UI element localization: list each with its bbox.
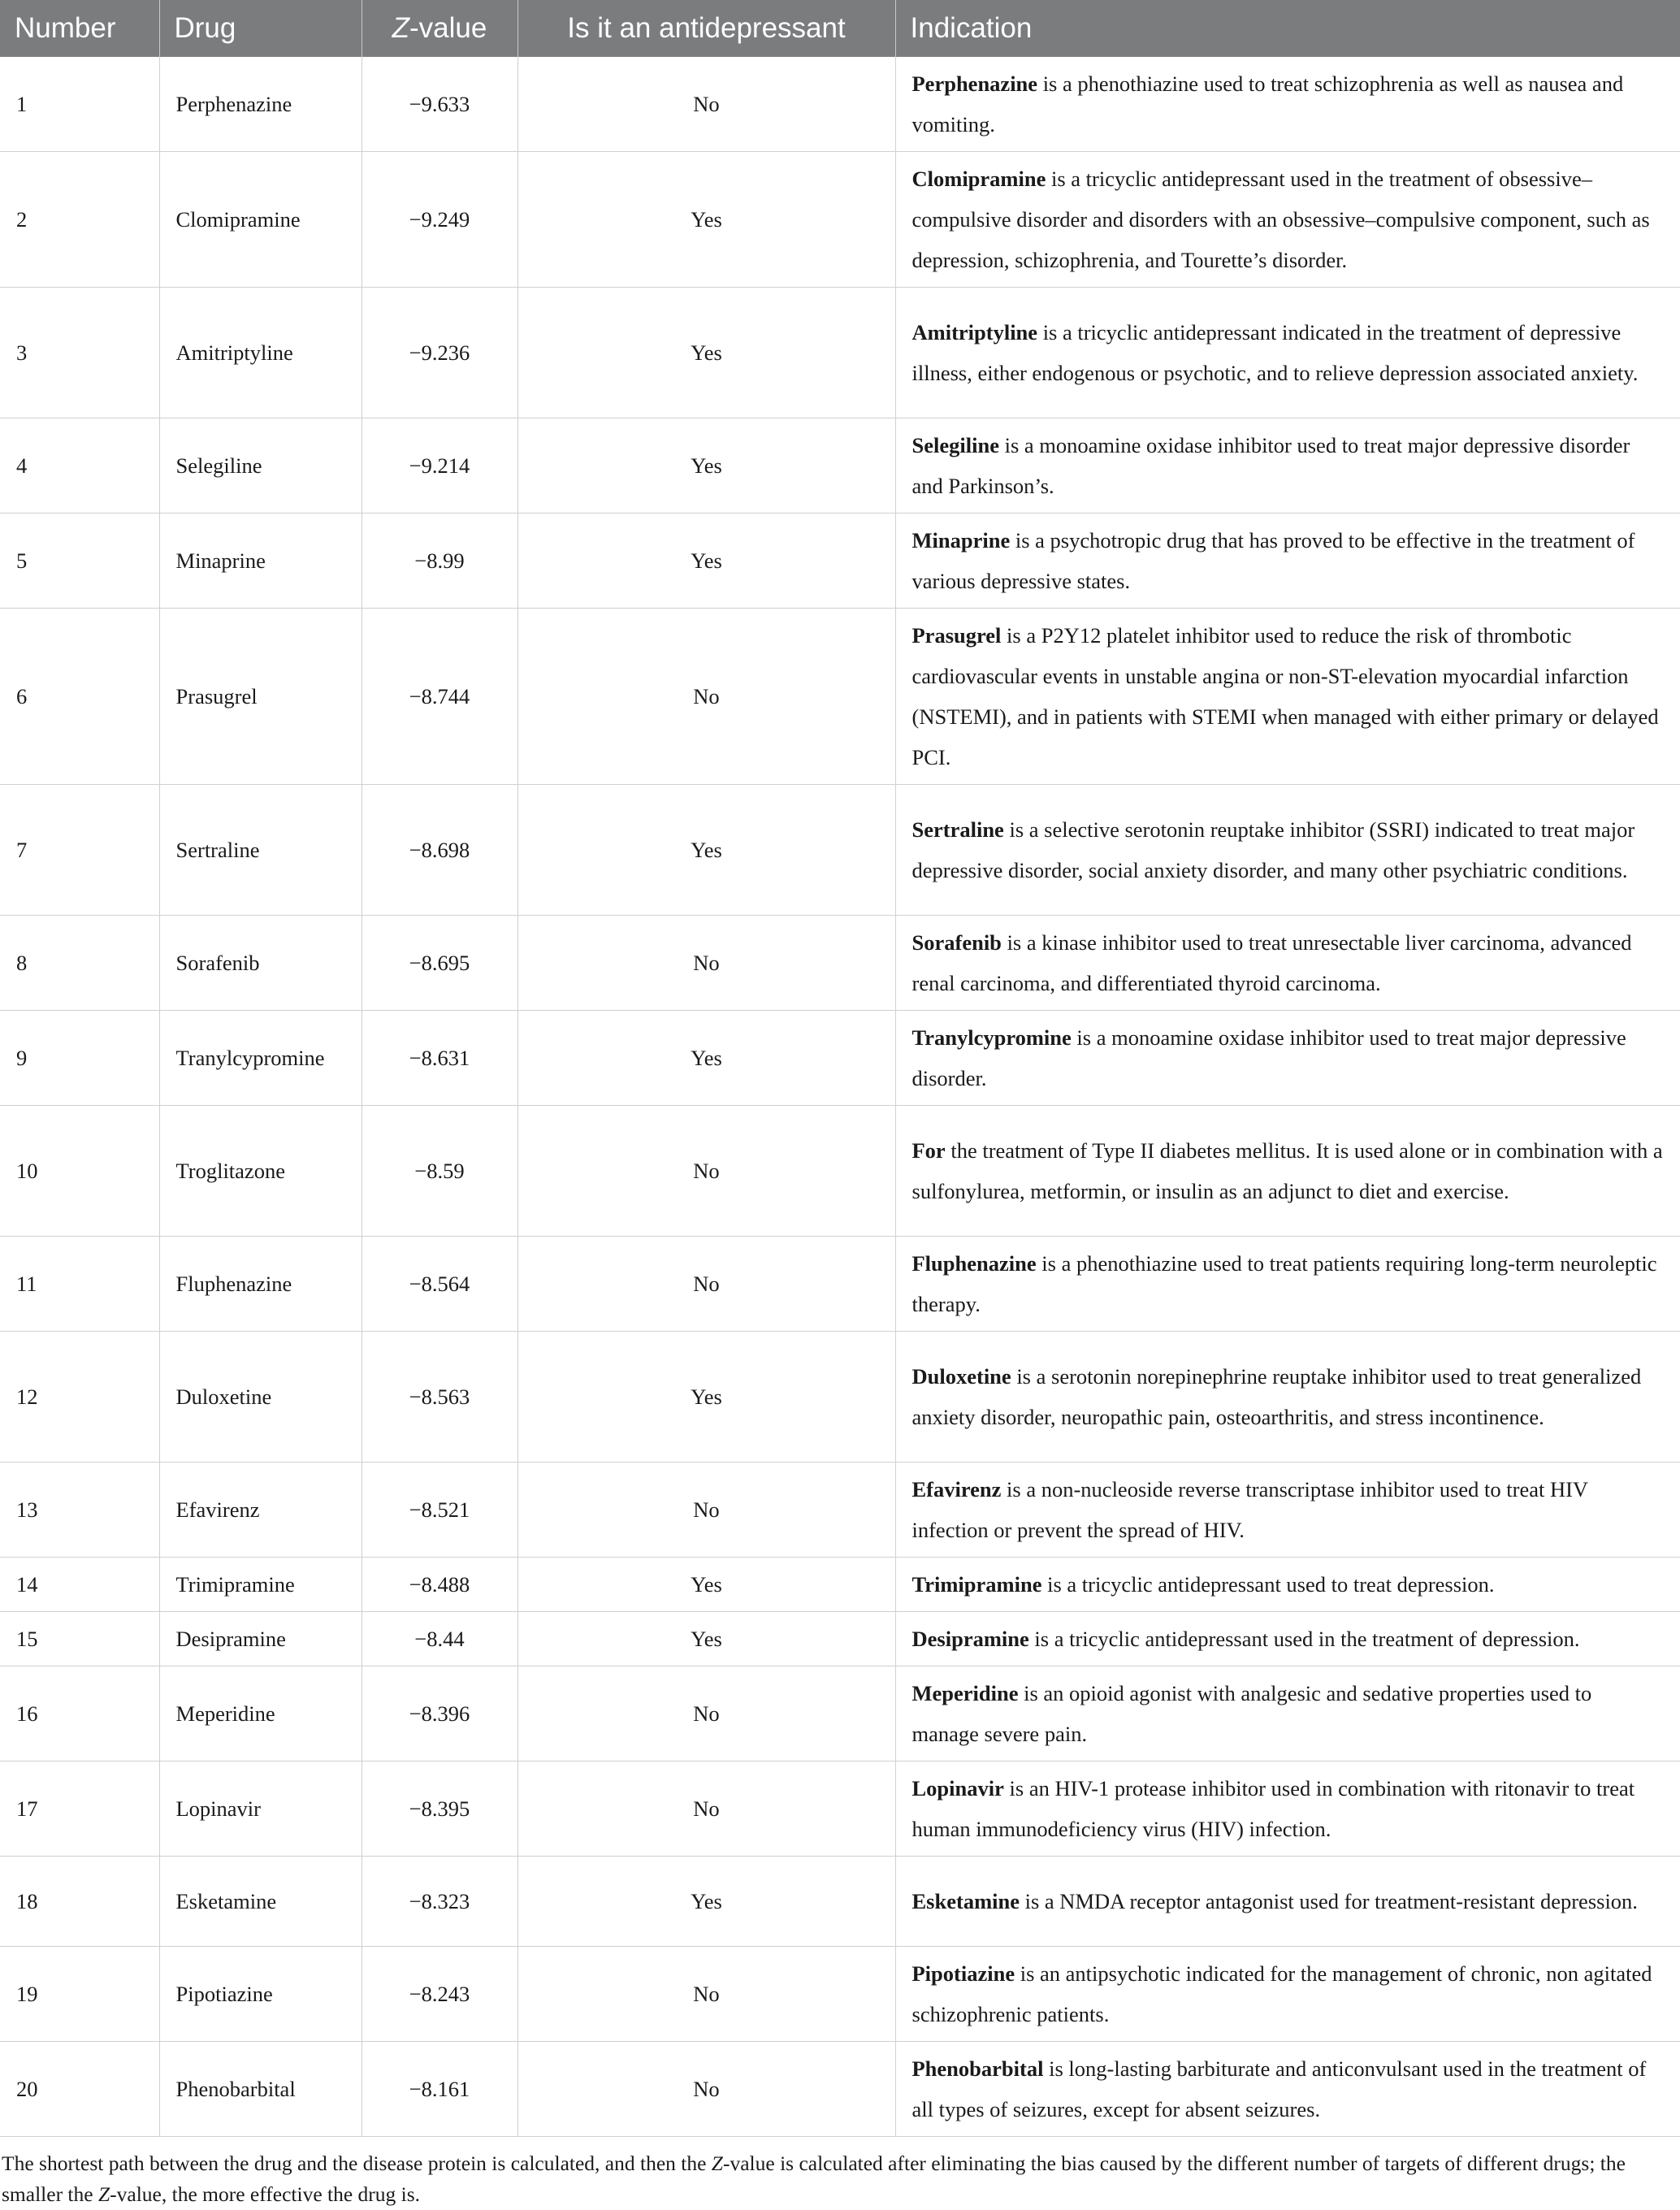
header-zvalue-rest: -value (409, 12, 487, 44)
cell-number: 13 (0, 1462, 159, 1558)
cell-zvalue: −8.744 (362, 609, 517, 785)
cell-zvalue: −8.395 (362, 1762, 517, 1857)
indication-drug-name: Minaprine (911, 528, 1011, 552)
table-row (0, 1106, 1680, 1237)
cell-drug: Amitriptyline (159, 288, 362, 418)
cell-indication (895, 1666, 1680, 1762)
cell-zvalue: −8.323 (362, 1857, 517, 1947)
cell-number: 8 (0, 916, 159, 1011)
header-number: Number (0, 0, 159, 57)
indication-text: is a tricyclic antidepressant indicated in the treatment of depressive illness, either endogenous or psychotic, and to relieve depression associated anxiety. (911, 320, 1639, 385)
cell-antidepressant: No (517, 1947, 895, 2042)
indication-text: the treatment of Type II diabetes mellitus. It is used alone or in combination with a sulfonylurea, metformin, or insulin as an adjunct to diet and exercise. (911, 1138, 1663, 1203)
cell-number: 7 (0, 785, 159, 916)
table-row (0, 1011, 1680, 1106)
cell-antidepressant: Yes (517, 785, 895, 916)
cell-indication (895, 418, 1680, 514)
cell-antidepressant: No (517, 609, 895, 785)
indication-text: is a tricyclic antidepressant used to treat depression. (1041, 1572, 1495, 1597)
indication-text: is a NMDA receptor antagonist used for treatment-resistant depression. (1020, 1889, 1638, 1913)
cell-drug: Sertraline (159, 785, 362, 916)
cell-indication (895, 1462, 1680, 1558)
indication-drug-name: Sertraline (911, 817, 1004, 842)
table-row (0, 1237, 1680, 1332)
indication-text: is a phenothiazine used to treat patients requiring long-term neuroleptic therapy. (911, 1251, 1657, 1316)
footnote-part3: -value, the more effective the drug is. (110, 2182, 421, 2206)
table-header-row (0, 0, 1680, 57)
cell-antidepressant: No (517, 1462, 895, 1558)
indication-drug-name: For (911, 1138, 946, 1163)
cell-antidepressant: Yes (517, 1558, 895, 1612)
cell-drug: Sorafenib (159, 916, 362, 1011)
cell-number: 14 (0, 1558, 159, 1612)
cell-number: 12 (0, 1332, 159, 1462)
cell-indication (895, 1612, 1680, 1666)
indication-text: is a phenothiazine used to treat schizophrenia as well as nausea and vomiting. (911, 72, 1624, 136)
cell-number: 18 (0, 1857, 159, 1947)
indication-drug-name: Lopinavir (911, 1776, 1004, 1800)
cell-indication (895, 514, 1680, 609)
indication-drug-name: Esketamine (911, 1889, 1020, 1913)
cell-antidepressant: Yes (517, 1612, 895, 1666)
cell-drug: Prasugrel (159, 609, 362, 785)
cell-zvalue: −8.564 (362, 1237, 517, 1332)
indication-text: is a serotonin norepinephrine reuptake inhibitor used to treat generalized anxiety disorder, neuropathic pain, osteoarthritis, and stress incontinence. (911, 1364, 1642, 1429)
footnote-part2: -value is calculated after eliminating the bias caused by the different number of targets of different drugs; the smaller the (2, 2152, 1626, 2206)
header-indication: Indication (895, 0, 1680, 57)
cell-drug: Duloxetine (159, 1332, 362, 1462)
cell-zvalue: −8.161 (362, 2042, 517, 2137)
indication-text: is a tricyclic antidepressant used in the treatment of obsessive–compulsive disorder and disorders with an obsessive–compulsive component, such as depression, schizophrenia, and Tourette’s disorder. (911, 167, 1650, 272)
cell-number: 6 (0, 609, 159, 785)
cell-indication (895, 609, 1680, 785)
cell-drug: Troglitazone (159, 1106, 362, 1237)
cell-zvalue: −8.521 (362, 1462, 517, 1558)
cell-antidepressant: No (517, 1666, 895, 1762)
cell-antidepressant: Yes (517, 1332, 895, 1462)
cell-indication (895, 2042, 1680, 2137)
indication-text: is a P2Y12 platelet inhibitor used to reduce the risk of thrombotic cardiovascular events in unstable angina or non-ST-elevation myocardial infarction (NSTEMI), and in patients with STEMI when managed with either primary or delayed PCI. (911, 623, 1659, 769)
cell-antidepressant: No (517, 1237, 895, 1332)
indication-text: is long-lasting barbiturate and anticonvulsant used in the treatment of all types of seizures, except for absent seizures. (911, 2056, 1647, 2121)
cell-zvalue: −9.633 (362, 57, 517, 152)
cell-zvalue: −8.396 (362, 1666, 517, 1762)
cell-number: 9 (0, 1011, 159, 1106)
indication-drug-name: Tranylcypromine (911, 1025, 1072, 1050)
cell-drug: Minaprine (159, 514, 362, 609)
cell-indication (895, 1947, 1680, 2042)
table-row (0, 514, 1680, 609)
indication-drug-name: Efavirenz (911, 1477, 1002, 1502)
cell-zvalue: −8.44 (362, 1612, 517, 1666)
cell-drug: Clomipramine (159, 152, 362, 288)
cell-zvalue: −8.99 (362, 514, 517, 609)
cell-number: 19 (0, 1947, 159, 2042)
indication-drug-name: Trimipramine (911, 1572, 1042, 1597)
cell-number: 1 (0, 57, 159, 152)
cell-indication (895, 152, 1680, 288)
cell-drug: Selegiline (159, 418, 362, 514)
cell-indication (895, 916, 1680, 1011)
indication-drug-name: Desipramine (911, 1627, 1029, 1651)
table-row (0, 1947, 1680, 2042)
indication-text: is an antipsychotic indicated for the management of chronic, non agitated schizophrenic patients. (911, 1961, 1652, 2026)
table-row (0, 785, 1680, 916)
cell-zvalue: −8.243 (362, 1947, 517, 2042)
cell-number: 3 (0, 288, 159, 418)
cell-number: 17 (0, 1762, 159, 1857)
cell-antidepressant: Yes (517, 152, 895, 288)
cell-drug: Perphenazine (159, 57, 362, 152)
cell-zvalue: −9.214 (362, 418, 517, 514)
cell-indication (895, 1762, 1680, 1857)
table-footnote (0, 2137, 1680, 2210)
table-row (0, 1332, 1680, 1462)
footnote-z1: Z (711, 2152, 723, 2175)
cell-zvalue: −8.488 (362, 1558, 517, 1612)
cell-indication (895, 1011, 1680, 1106)
cell-antidepressant: No (517, 2042, 895, 2137)
cell-drug: Efavirenz (159, 1462, 362, 1558)
header-antidepressant: Is it an antidepressant (517, 0, 895, 57)
cell-indication (895, 1237, 1680, 1332)
cell-number: 11 (0, 1237, 159, 1332)
cell-indication (895, 1558, 1680, 1612)
indication-drug-name: Duloxetine (911, 1364, 1011, 1389)
indication-text: is a non-nucleoside reverse transcriptase inhibitor used to treat HIV infection or prevent the spread of HIV. (911, 1477, 1588, 1542)
cell-indication (895, 288, 1680, 418)
cell-antidepressant: No (517, 916, 895, 1011)
table-row (0, 1558, 1680, 1612)
indication-text: is a kinase inhibitor used to treat unresectable liver carcinoma, advanced renal carcinoma, and differentiated thyroid carcinoma. (911, 930, 1632, 995)
header-zvalue (362, 0, 517, 57)
indication-drug-name: Meperidine (911, 1681, 1019, 1705)
cell-antidepressant: Yes (517, 1857, 895, 1947)
cell-number: 2 (0, 152, 159, 288)
cell-indication (895, 1106, 1680, 1237)
table-body (0, 57, 1680, 2137)
cell-indication (895, 1332, 1680, 1462)
table-row (0, 152, 1680, 288)
table-row (0, 609, 1680, 785)
cell-indication (895, 57, 1680, 152)
cell-number: 4 (0, 418, 159, 514)
indication-text: is a selective serotonin reuptake inhibitor (SSRI) indicated to treat major depressive disorder, social anxiety disorder, and many other psychiatric conditions. (911, 817, 1635, 882)
table-row (0, 57, 1680, 152)
cell-drug: Fluphenazine (159, 1237, 362, 1332)
table-row (0, 1612, 1680, 1666)
indication-drug-name: Prasugrel (911, 623, 1002, 648)
cell-indication (895, 785, 1680, 916)
cell-antidepressant: Yes (517, 418, 895, 514)
cell-antidepressant: No (517, 1106, 895, 1237)
indication-drug-name: Perphenazine (911, 72, 1038, 96)
indication-drug-name: Fluphenazine (911, 1251, 1037, 1276)
indication-text: is a tricyclic antidepressant used in the treatment of depression. (1028, 1627, 1580, 1651)
cell-drug: Tranylcypromine (159, 1011, 362, 1106)
cell-zvalue: −8.563 (362, 1332, 517, 1462)
cell-number: 20 (0, 2042, 159, 2137)
cell-number: 10 (0, 1106, 159, 1237)
indication-drug-name: Sorafenib (911, 930, 1002, 955)
table-row (0, 418, 1680, 514)
indication-text: is a psychotropic drug that has proved to be effective in the treatment of various depressive states. (911, 528, 1635, 593)
footnote-z2: Z (97, 2182, 110, 2206)
indication-drug-name: Phenobarbital (911, 2056, 1044, 2081)
table-row (0, 2042, 1680, 2137)
cell-number: 16 (0, 1666, 159, 1762)
table-row (0, 1666, 1680, 1762)
footnote-part1: The shortest path between the drug and the disease protein is calculated, and then the (2, 2152, 712, 2175)
cell-drug: Pipotiazine (159, 1947, 362, 2042)
cell-zvalue: −9.249 (362, 152, 517, 288)
cell-zvalue: −8.695 (362, 916, 517, 1011)
cell-number: 5 (0, 514, 159, 609)
indication-text: is an opioid agonist with analgesic and sedative properties used to manage severe pain. (911, 1681, 1592, 1746)
cell-antidepressant: Yes (517, 288, 895, 418)
cell-drug: Esketamine (159, 1857, 362, 1947)
table-row (0, 1762, 1680, 1857)
indication-drug-name: Clomipramine (911, 167, 1046, 191)
header-zvalue-z: Z (392, 12, 410, 44)
indication-text: is an HIV-1 protease inhibitor used in combination with ritonavir to treat human immunodeficiency virus (HIV) infection. (911, 1776, 1635, 1841)
table-row (0, 1462, 1680, 1558)
header-drug: Drug (159, 0, 362, 57)
indication-drug-name: Selegiline (911, 433, 999, 457)
table-row (0, 1857, 1680, 1947)
cell-antidepressant: Yes (517, 1011, 895, 1106)
cell-indication (895, 1857, 1680, 1947)
cell-number: 15 (0, 1612, 159, 1666)
indication-drug-name: Amitriptyline (911, 320, 1038, 344)
cell-drug: Phenobarbital (159, 2042, 362, 2137)
indication-drug-name: Pipotiazine (911, 1961, 1015, 1986)
table-row (0, 916, 1680, 1011)
cell-zvalue: −8.698 (362, 785, 517, 916)
cell-antidepressant: No (517, 1762, 895, 1857)
table-row (0, 288, 1680, 418)
cell-drug: Meperidine (159, 1666, 362, 1762)
cell-drug: Desipramine (159, 1612, 362, 1666)
cell-antidepressant: No (517, 57, 895, 152)
cell-drug: Lopinavir (159, 1762, 362, 1857)
cell-drug: Trimipramine (159, 1558, 362, 1612)
cell-zvalue: −9.236 (362, 288, 517, 418)
indication-text: is a monoamine oxidase inhibitor used to treat major depressive disorder. (911, 1025, 1626, 1090)
cell-zvalue: −8.631 (362, 1011, 517, 1106)
cell-antidepressant: Yes (517, 514, 895, 609)
indication-text: is a monoamine oxidase inhibitor used to treat major depressive disorder and Parkinson’s. (911, 433, 1630, 498)
cell-zvalue: −8.59 (362, 1106, 517, 1237)
